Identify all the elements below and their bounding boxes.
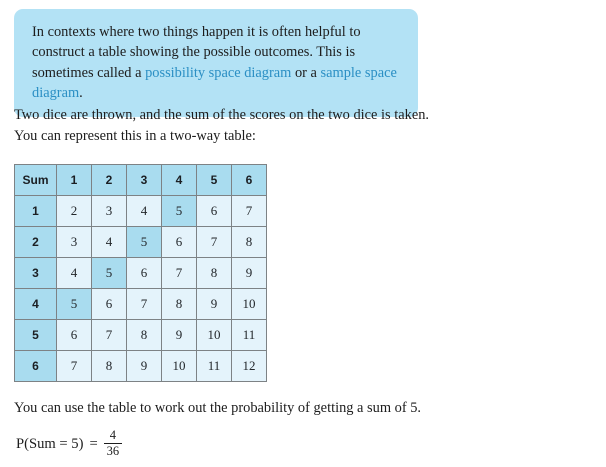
cell-2-1: 3 [57,227,92,258]
cell-1-6: 7 [232,196,267,227]
cell-2-6: 8 [232,227,267,258]
row-header-3: 3 [15,258,57,289]
cell-6-4: 10 [162,351,197,382]
cell-5-1: 6 [57,320,92,351]
cell-6-2: 8 [92,351,127,382]
callout-paragraph [32,22,400,103]
table-row [15,289,267,320]
cell-3-5: 8 [197,258,232,289]
keyword-callout-box [14,9,418,117]
cell-3-1: 4 [57,258,92,289]
row-header-1: 1 [15,196,57,227]
keyword-sample-space-diagram: sample space diagram [32,64,397,101]
callout-text-between: or a [291,64,321,81]
probability-equals-sign: = [89,435,98,452]
probability-expression [16,430,122,458]
row-header-4: 4 [15,289,57,320]
cell-2-4: 6 [162,227,197,258]
cell-6-5: 11 [197,351,232,382]
cell-4-3: 7 [127,289,162,320]
table-body [15,165,267,382]
cell-6-6: 12 [232,351,267,382]
row-header-6: 6 [15,351,57,382]
cell-6-3: 9 [127,351,162,382]
fraction-numerator: 4 [109,428,117,442]
cell-3-6: 9 [232,258,267,289]
cell-5-3: 8 [127,320,162,351]
cell-1-1: 2 [57,196,92,227]
table-header-row [15,165,267,196]
row-header-2: 2 [15,227,57,258]
probability-lhs: P(Sum = 5) [16,435,84,452]
callout-text-lead: In contexts where two things happen it is often helpful to construct a table showing the possible outcomes. This is sometimes called a [32,24,361,81]
callout-text-trailing: . [79,84,83,101]
cell-5-2: 7 [92,320,127,351]
cell-2-5: 7 [197,227,232,258]
two-way-table-container [14,164,267,382]
cell-4-4: 8 [162,289,197,320]
table-row [15,320,267,351]
keyword-possibility-space-diagram: possibility space diagram [145,64,292,81]
cell-6-1: 7 [57,351,92,382]
table-corner-label: Sum [15,165,57,196]
column-header-4: 4 [162,165,197,196]
fraction-denominator: 36 [106,443,120,458]
table-row [15,351,267,382]
column-header-2: 2 [92,165,127,196]
cell-3-2: 5 [92,258,127,289]
cell-1-2: 3 [92,196,127,227]
column-header-5: 5 [197,165,232,196]
cell-1-3: 4 [127,196,162,227]
cell-5-4: 9 [162,320,197,351]
cell-5-6: 11 [232,320,267,351]
column-header-1: 1 [57,165,92,196]
cell-2-3: 5 [127,227,162,258]
cell-1-4: 5 [162,196,197,227]
table-row [15,258,267,289]
cell-4-5: 9 [197,289,232,320]
cell-4-6: 10 [232,289,267,320]
cell-1-5: 6 [197,196,232,227]
cell-3-4: 7 [162,258,197,289]
row-header-5: 5 [15,320,57,351]
table-row [15,227,267,258]
column-header-6: 6 [232,165,267,196]
cell-3-3: 6 [127,258,162,289]
intro-paragraph: Two dice are thrown, and the sum of the scores on the two dice is taken. You can represent this in a two-way table: [14,107,430,144]
cell-2-2: 4 [92,227,127,258]
two-way-sum-table [14,164,267,382]
cell-4-2: 6 [92,289,127,320]
probability-fraction [104,429,123,457]
column-header-3: 3 [127,165,162,196]
cell-5-5: 10 [197,320,232,351]
table-row [15,196,267,227]
cell-4-1: 5 [57,289,92,320]
closing-paragraph: You can use the table to work out the probability of getting a sum of 5. [14,400,422,416]
